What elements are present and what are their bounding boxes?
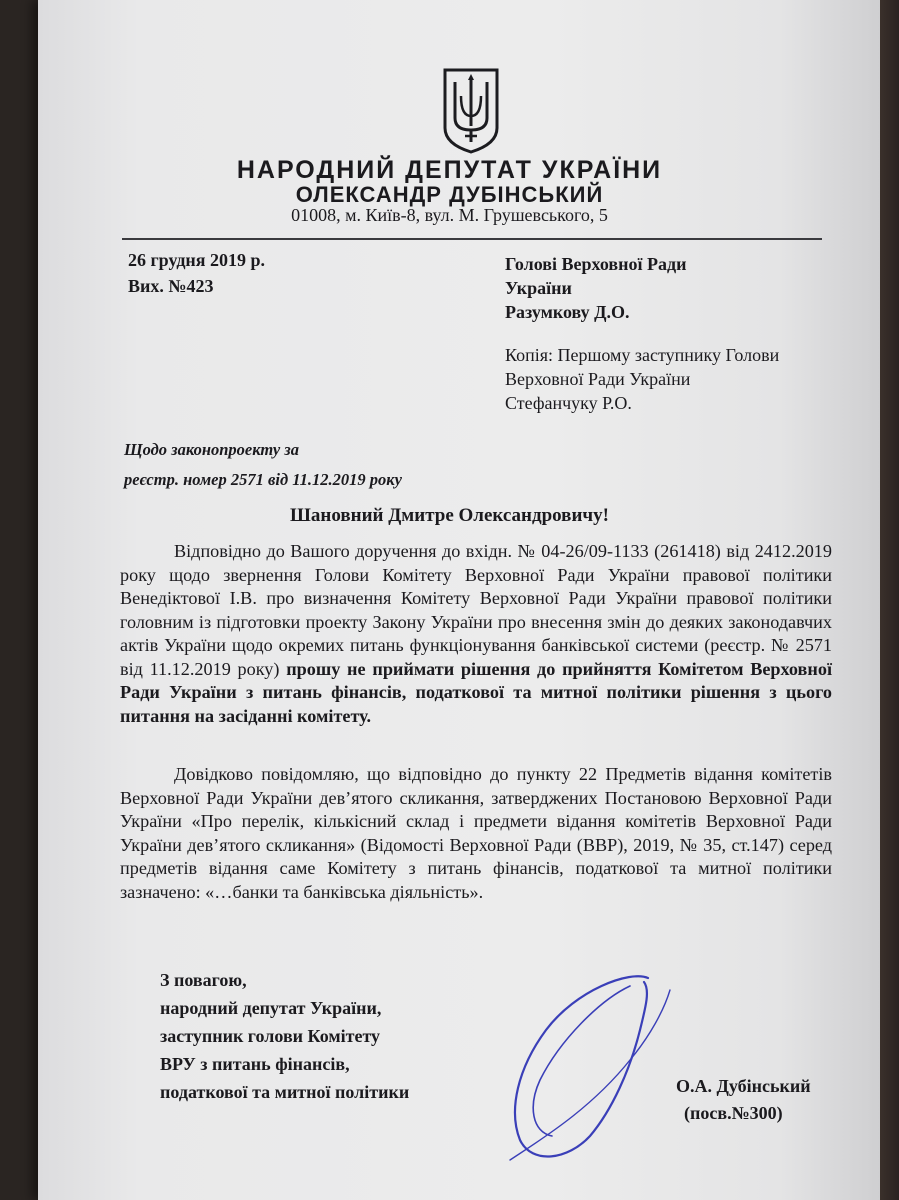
closing-block xyxy=(160,966,409,1106)
header-name: ОЛЕКСАНДР ДУБІНСЬКИЙ xyxy=(295,182,604,207)
signer-name: О.А. Дубінський xyxy=(676,1076,811,1096)
letter-date: 26 грудня 2019 р. xyxy=(128,250,266,270)
closing-line-4: ВРУ з питань фінансів, xyxy=(160,1054,350,1074)
closing-line-1: З повагою, xyxy=(160,970,247,990)
addressee-line-1: Голові Верховної Ради xyxy=(505,254,687,274)
copy-line-3: Стефанчуку Р.О. xyxy=(505,393,632,413)
closing-line-2: народний депутат України, xyxy=(160,998,382,1018)
body-paragraph-1 xyxy=(120,540,832,728)
addressee-line-2: України xyxy=(505,278,572,298)
copy-line-1: Копія: Першому заступнику Голови xyxy=(505,345,780,365)
header-title: НАРОДНИЙ ДЕПУТАТ УКРАЇНИ xyxy=(236,156,663,184)
subject-line-2: реєстр. номер 2571 від 11.12.2019 року xyxy=(124,470,402,489)
body-paragraph-2: Довідково повідомляю, що відповідно до пункту 22 Предметів відання комітетів Верховної Ради України дев’ятого скликання, затверджених Постановою Верховної Ради України «Про перелік, кількісний склад і предмети відання комітетів Верховної Ради України дев’ятого скликання» (Відомості Верховної Ради (ВВР), 2019, № 35, ст.147) серед предметів відання саме Комітету з питань фінансів, податкової та митної політики зазначено: «…банки та банківська діяльність». xyxy=(120,764,832,902)
body-paragraph-1-bold: прошу не приймати рішення до прийняття Комітетом Верховної Ради України з питань фінансів, податкової та митної політики рішення з цього питання на засіданні комітету. xyxy=(120,658,832,726)
closing-line-3: заступник голови Комітету xyxy=(160,1026,381,1046)
header-divider xyxy=(122,238,822,240)
outgoing-number: Вих. №423 xyxy=(128,276,214,296)
salutation: Шановний Дмитре Олександровичу! xyxy=(290,505,609,526)
signer-certificate: (посв.№300) xyxy=(684,1103,783,1123)
addressee-line-3: Разумкову Д.О. xyxy=(505,302,630,322)
header-address: 01008, м. Київ-8, вул. М. Грушевського, 5 xyxy=(291,205,608,225)
trident-emblem-icon xyxy=(441,66,501,154)
body-paragraph-1-regular: Відповідно до Вашого доручення до вхідн. № 04-26/09-1133 (261418) від 2412.2019 року щодо звернення Голови Комітету Верховної Ради України правової політики Венедіктової І.В. про визначення Комітету Верховної Ради України правової політики головним із підготовки проекту Закону України про внесення змін до деяких законодавчих актів України щодо окремих питань функціонування банківської системи (реєстр. № 2571 від 11.12.2019 року) xyxy=(120,541,832,679)
closing-line-5: податкової та митної політики xyxy=(160,1082,410,1102)
handwritten-signature xyxy=(480,960,680,1170)
subject-line-1: Щодо законопроекту за xyxy=(124,440,299,459)
copy-line-2: Верховної Ради України xyxy=(505,369,691,389)
